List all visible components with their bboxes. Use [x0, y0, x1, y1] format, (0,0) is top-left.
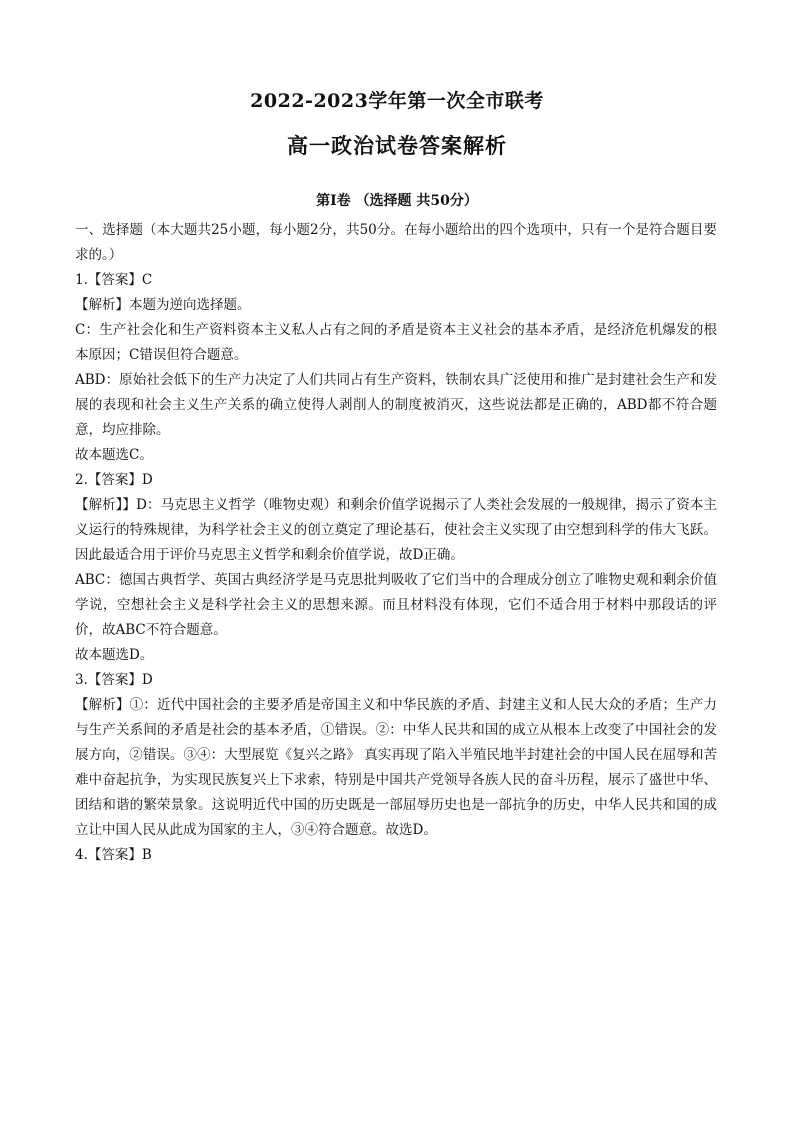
q4-answer: 4.【答案】B: [75, 847, 152, 863]
q3-answer: 3.【答案】D: [75, 672, 153, 688]
q2-answer: 2.【答案】D: [75, 472, 153, 488]
q1-analysis-abd: ABD：原始社会低下的生产力决定了人们共同占有生产资料，铁制农具广泛使用和推广是封建社会生产和发展的表现和社会主义生产关系的确立使得人剥削人的制度被消灭，这些说法都是正确的，ABD都不符合题意，均应排除。: [75, 372, 717, 438]
q2-conclusion: 故本题选D。: [75, 647, 154, 663]
exam-subtitle: 高一政治试卷答案解析: [287, 133, 507, 158]
answer-body: [75, 218, 717, 868]
q1-answer: 1.【答案】C: [75, 272, 153, 288]
section-instructions: 一、选择题（本大题共25小题，每小题2分，共50分。在每小题给出的四个选项中，只有一个是符合题目要求的。）: [75, 222, 717, 263]
section-heading: 第Ⅰ卷 （选择题 共50分）: [316, 193, 478, 209]
q1-conclusion: 故本题选C。: [75, 447, 153, 463]
q2-analysis-d: 【解析】】D：马克思主义哲学（唯物史观）和剩余价值学说揭示了人类社会发展的一般规律，揭示了资本主义运行的特殊规律，为科学社会主义的创立奠定了理论基石，使社会主义实现了由空想到科学的伟大飞跃。因此最适合用于评价马克思主义哲学和剩余价值学说，故D正确。: [75, 497, 717, 563]
q2-analysis-abc: ABC：德国古典哲学、英国古典经济学是马克思批判吸收了它们当中的合理成分创立了唯物史观和剩余价值学说，空想社会主义是科学社会主义的思想来源。而且材料没有体现，它们不适合用于材料中那段话的评价，故ABC不符合题意。: [75, 572, 717, 638]
q1-analysis-intro: 【解析】本题为逆向选择题。: [75, 297, 251, 313]
q3-analysis: 【解析】①：近代中国社会的主要矛盾是帝国主义和中华民族的矛盾、封建主义和人民大众的矛盾；生产力与生产关系间的矛盾是社会的基本矛盾，①错误。②：中华人民共和国的成立从根本上改变了中国社会的发展方向，②错误。③④：大型展览《复兴之路》 真实再现了陷入半殖民地半封建社会的中国人民在屈辱和苦难中奋起抗争，为实现民族复兴上下求索，特别是中国共产党领导各族人民的奋斗历程，展示了盛世中华、团结和谐的繁荣景象。这说明近代中国的历史既是一部屈辱历史也是一部抗争的历史，中华人民共和国的成立让中国人民从此成为国家的主人，③④符合题意。故选D。: [75, 697, 717, 838]
q1-analysis-c: C：生产社会化和生产资料资本主义私人占有之间的矛盾是资本主义社会的基本矛盾，是经济危机爆发的根本原因；C错误但符合题意。: [75, 322, 717, 363]
exam-title: 2022-2023学年第一次全市联考: [250, 90, 544, 112]
